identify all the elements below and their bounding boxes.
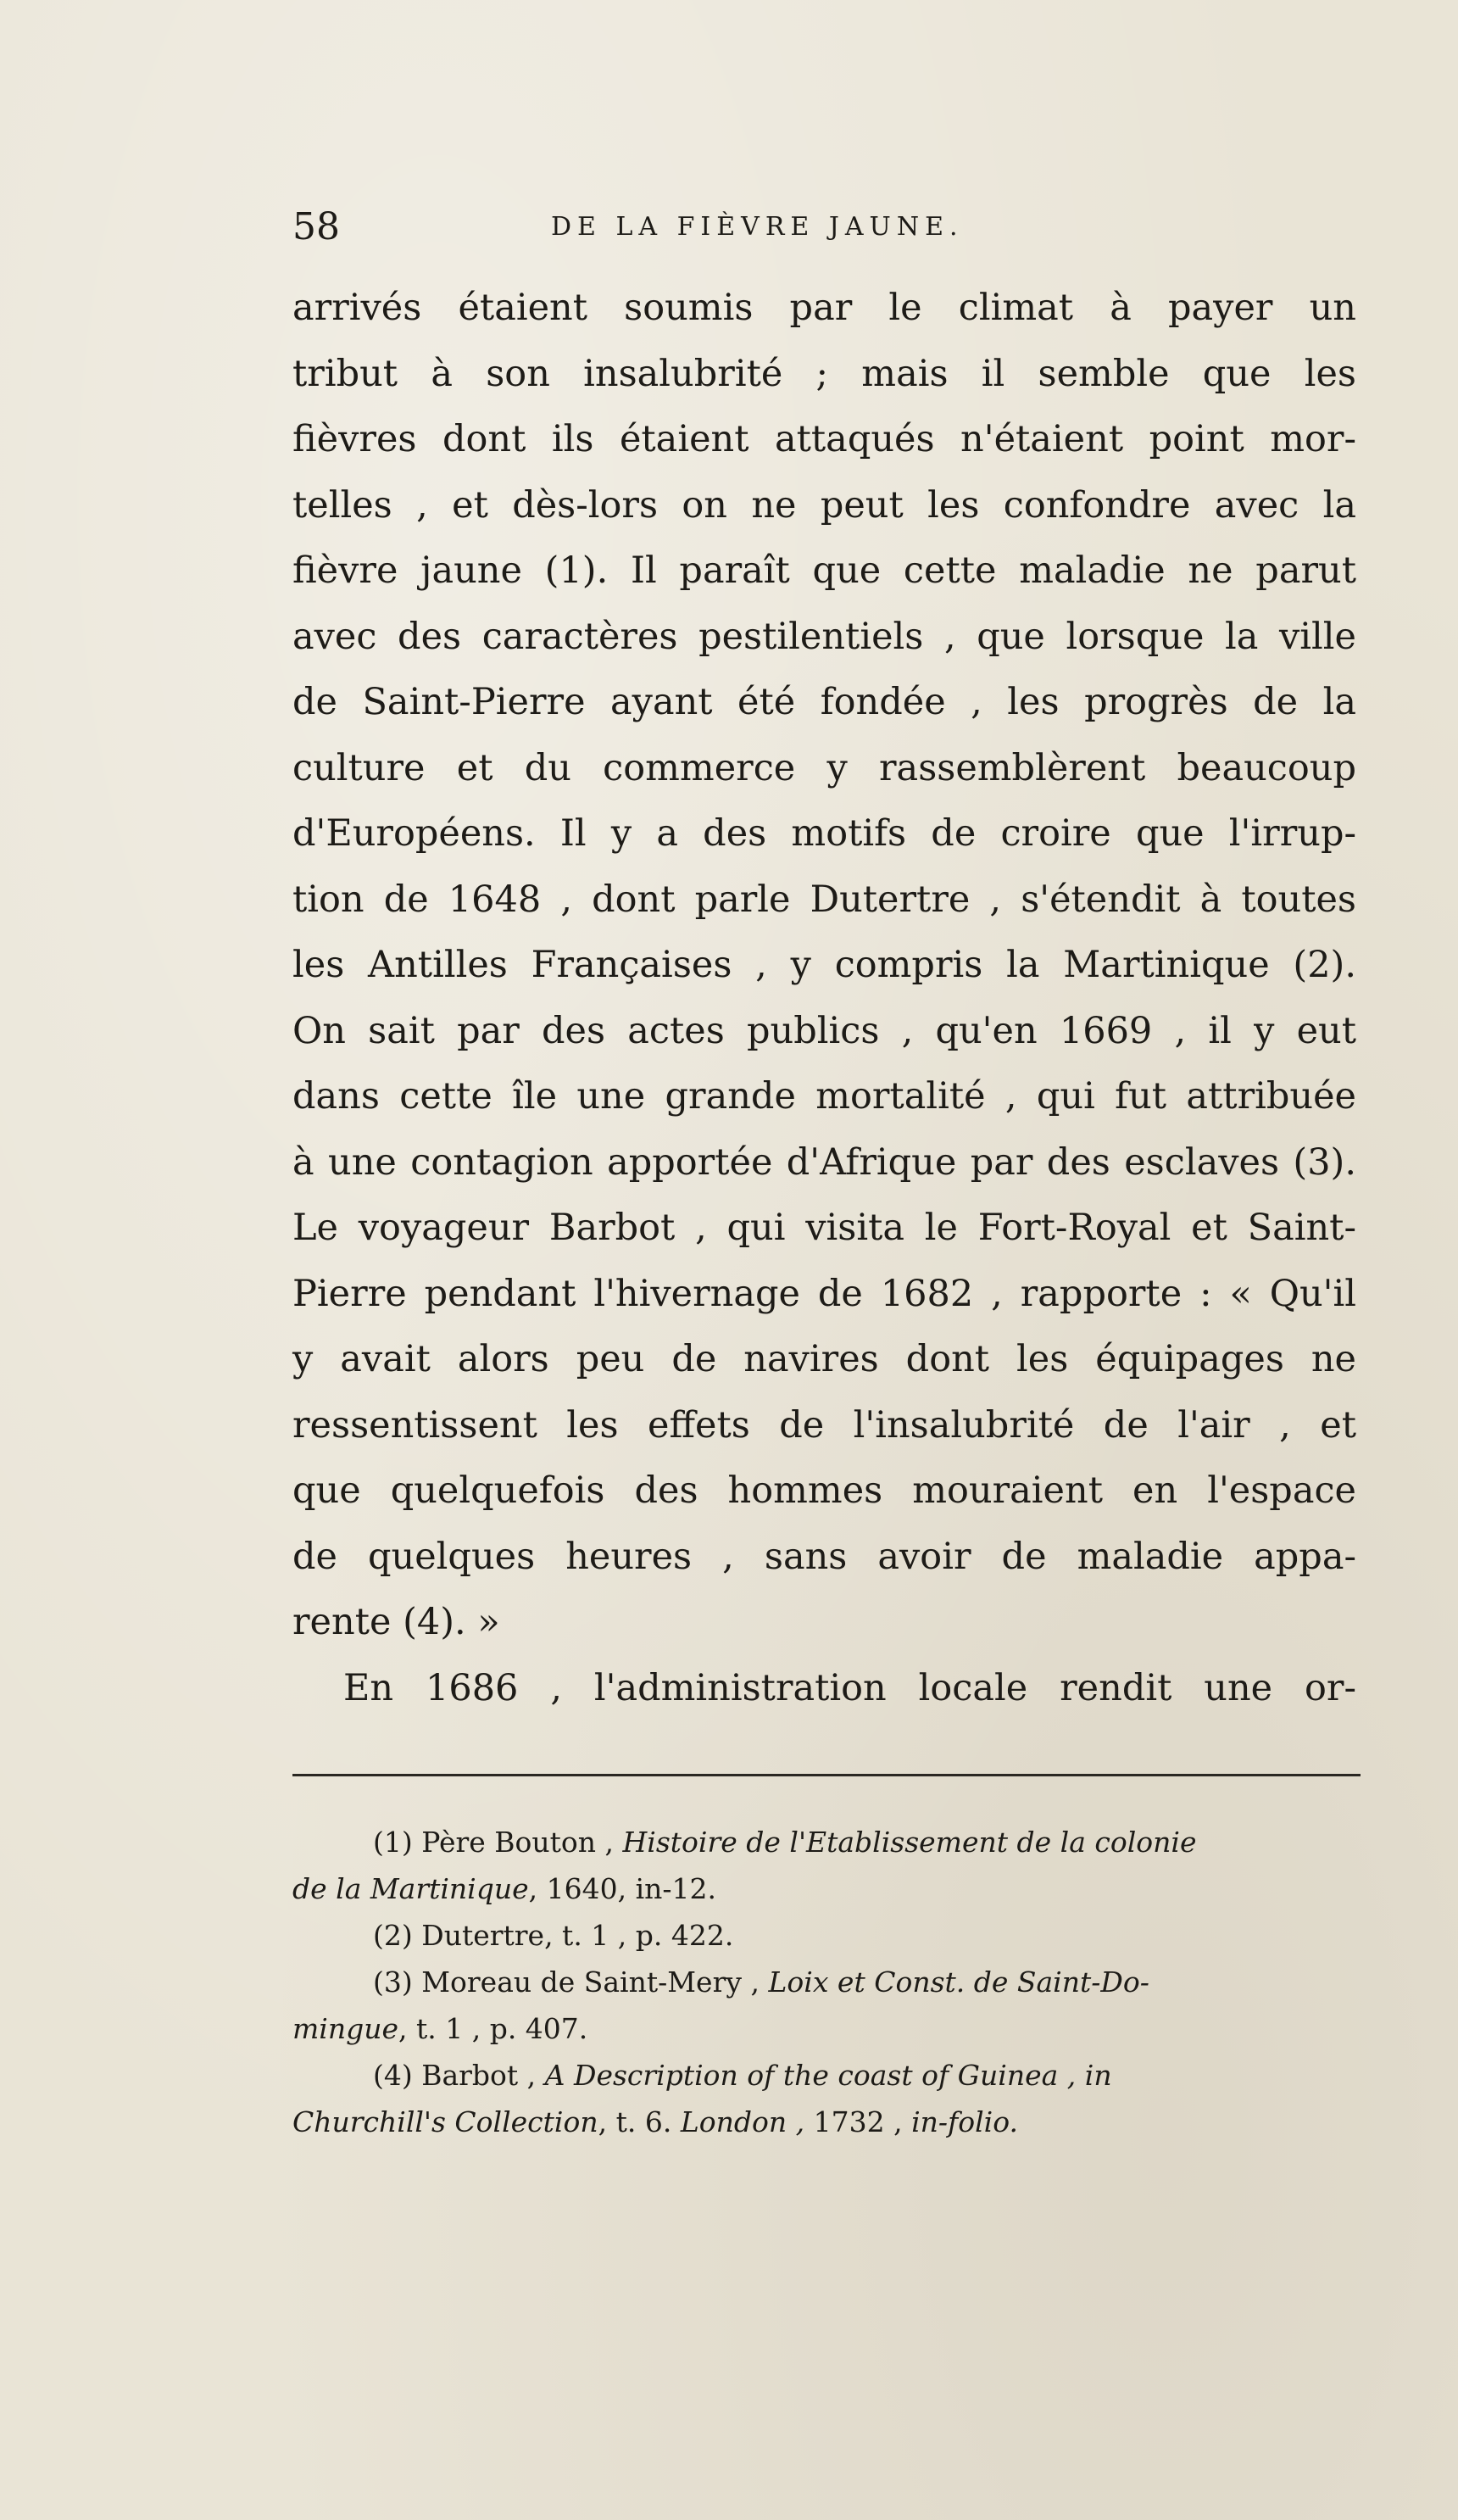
footnote-4-rest-b: 1732 , <box>813 2105 903 2138</box>
footnote-1-rest: , 1640, in-12. <box>528 1872 717 1905</box>
text-line: ressentissent les effets de l'insalubrité de l'air , et <box>292 1403 1356 1447</box>
text-line: fièvre jaune (1). Il paraît que cette maladie ne parut <box>292 549 1356 592</box>
footnote-4-title: A Description of the coast of Guinea , in <box>544 2059 1112 2092</box>
footnote-3-marker: (3) Moreau de Saint-Mery , <box>373 1965 760 1999</box>
footnote-1-marker: (1) Père Bouton , <box>373 1826 615 1859</box>
text-line: à une contagion apportée d'Afrique par des esclaves (3). <box>292 1140 1356 1184</box>
text-line: avec des caractères pestilentiels , que lorsque la ville <box>292 615 1356 658</box>
footnote-4-cont <box>292 2099 1361 2145</box>
footnote-2: (2) Dutertre, t. 1 , p. 422. <box>373 1919 734 1952</box>
footnote-1-cont <box>292 1865 1361 1912</box>
footnote-3-rest: , t. 1 , p. 407. <box>398 2012 588 2045</box>
footnote-rule <box>292 1774 1361 1776</box>
text-line: Le voyageur Barbot , qui visita le Fort-Royal et Saint- <box>292 1207 1356 1249</box>
text-line: Pierre pendant l'hivernage de 1682 , rapporte : « Qu'il <box>292 1272 1356 1315</box>
text-line: dans cette île une grande mortalité , qui fut attribuée <box>292 1075 1356 1118</box>
text-line: telles , et dès-lors on ne peut les confondre avec la <box>292 483 1356 527</box>
text-line: fièvres dont ils étaient attaqués n'étaient point mor- <box>292 418 1356 460</box>
footnote-3-cont <box>292 2005 1361 2052</box>
footnote-3 <box>292 1959 1361 2005</box>
running-head <box>292 203 1369 263</box>
footnote-4-place: London , <box>680 2105 805 2138</box>
text-line: On sait par des actes publics , qu'en 1669 , il y eut <box>292 1009 1356 1052</box>
footnote-3-title-cont: mingue <box>292 2012 399 2045</box>
footnote-4-title-cont: Churchill's Collection <box>292 2105 598 2138</box>
text-line: de quelques heures , sans avoir de maladie appa- <box>292 1535 1356 1578</box>
text-line: arrivés étaient soumis par le climat à payer un <box>292 287 1356 329</box>
footnote-1-title-cont: de la Martinique <box>292 1872 529 1905</box>
text-line: tion de 1648 , dont parle Dutertre , s'étendit à toutes <box>292 878 1356 921</box>
text-line: En 1686 , l'administration locale rendit une or- <box>343 1666 1356 1709</box>
text-line: tribut à son insalubrité ; mais il semble que les <box>292 352 1356 395</box>
footnote-1-title: Histoire de l'Etablissement de la colonie <box>622 1826 1197 1859</box>
footnote-4-format: in-folio. <box>911 2105 1018 2138</box>
body-text <box>292 276 1356 1721</box>
footnote-4-rest-a: , t. 6. <box>598 2105 672 2138</box>
footnote-4 <box>292 2052 1361 2099</box>
text-line: rente (4). » <box>292 1601 500 1643</box>
page-number: 58 <box>292 205 340 248</box>
running-title: DE LA FIÈVRE JAUNE. <box>551 212 964 242</box>
footnote-1 <box>292 1819 1361 1865</box>
footnotes <box>292 1819 1361 2145</box>
text-line: y avait alors peu de navires dont les équipages ne <box>292 1338 1356 1380</box>
text-line: que quelquefois des hommes mouraient en l'espace <box>292 1469 1356 1512</box>
text-line: culture et du commerce y rassemblèrent beaucoup <box>292 746 1356 789</box>
text-line: d'Européens. Il y a des motifs de croire que l'irrup- <box>292 812 1356 855</box>
text-line: les Antilles Françaises , y compris la Martinique (2). <box>292 944 1356 986</box>
footnote-4-marker: (4) Barbot , <box>373 2059 537 2092</box>
text-line: de Saint-Pierre ayant été fondée , les progrès de la <box>292 681 1356 723</box>
footnote-3-title: Loix et Const. de Saint-Do- <box>768 1965 1149 1999</box>
